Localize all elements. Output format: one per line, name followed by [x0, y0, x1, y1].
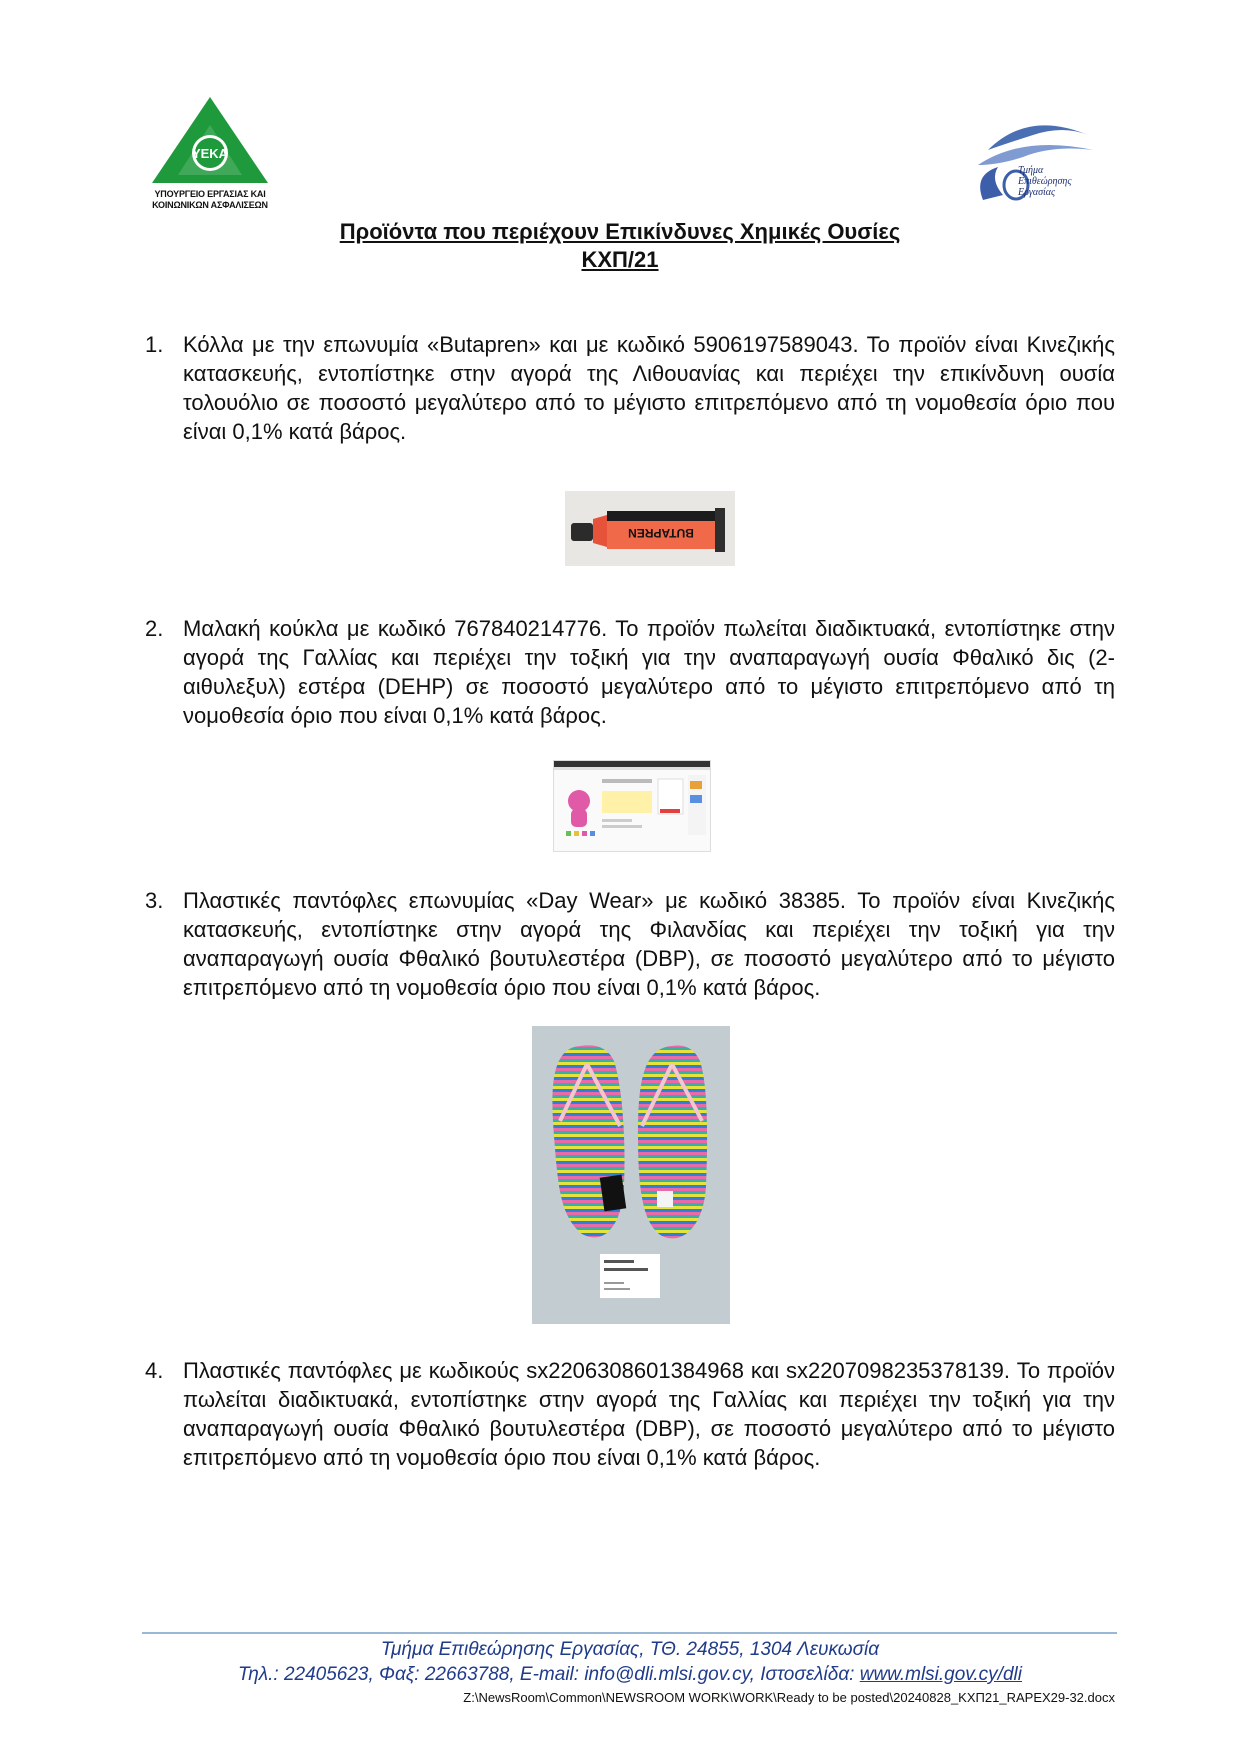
- list-item: 1. Κόλλα με την επωνυμία «Butapren» και με κωδικό 5906197589043. Το προϊόν είναι Κινεζικής κατασκευής, εντοπίστηκε στην αγορά της Λιθουανίας και περιέχει την επικίνδυνη ουσία τολουόλιο σε ποσοστό μεγαλύτερο από το μέγιστο επιτρεπόμενο από τη νομοθεσία όριο που είναι 0,1% κατά βάρος.: [145, 332, 1115, 444]
- glue-product-photo: [565, 491, 735, 566]
- svg-text:BUTAPREN: BUTAPREN: [628, 526, 694, 540]
- list-item: 2. Μαλακή κούκλα με κωδικό 767840214776. Το προϊόν πωλείται διαδικτυακά, εντοπίστηκε στην αγορά της Γαλλίας και περιέχει την τοξική για την αναπαραγωγή ουσία Φθαλικό δις (2-αιθυλεξυλ) εστέρα (DEHP) σε ποσοστό μεγαλύτερο από το μέγιστο επιτρεπόμενο από τη νομοθεσία όριο που είναι 0,1% κατά βάρος.: [145, 616, 1115, 728]
- triangle-emblem-icon: [150, 95, 270, 187]
- footer-address: Τμήμα Επιθεώρησης Εργασίας, ΤΘ. 24855, 1304 Λευκωσία: [380, 1639, 880, 1660]
- page-title: Προϊόντα που περιέχουν Επικίνδυνες Χημικές Ουσίες ΚΧΠ/21: [339, 219, 901, 272]
- ministry-logo: [150, 95, 270, 215]
- slippers-product-photo: [532, 1026, 730, 1324]
- department-logo: [968, 105, 1103, 205]
- list-item: 4. Πλαστικές παντόφλες με κωδικούς sx2206308601384968 και sx2207098235378139. Το προϊόν πωλείται διαδικτυακά, εντοπίστηκε στην αγορά της Γαλλίας και περιέχει την τοξική για την αναπαραγωγή ουσία Φθαλικό βουτυλεστέρα (DBP), σε ποσοστό μεγαλύτερο από το μέγιστο επιτρεπόμενο από τη νομοθεσία όριο που είναι 0,1% κατά βάρος.: [145, 1358, 1115, 1470]
- emblem-text: YEKA: [191, 146, 229, 161]
- list-item: 3. Πλαστικές παντόφλες επωνυμίας «Day Wear» με κωδικό 38385. Το προϊόν είναι Κινεζικής κατασκευής, εντοπίστηκε στην αγορά της Φιλανδίας και περιέχει την τοξική για την αναπαραγωγή ουσία Φθαλικό βουτυλεστέρα (DBP), σε ποσοστό μεγαλύτερο από το μέγιστο επιτρεπόμενο από τη νομοθεσία όριο που είναι 0,1% κατά βάρος.: [145, 888, 1115, 1000]
- ministry-name: ΥΠΟΥΡΓΕΙΟ ΕΡΓΑΣΙΑΣ ΚΑΙ ΚΟΙΝΩΝΙΚΩΝ ΑΣΦΑΛΙΣΕΩΝ: [152, 189, 268, 210]
- website-link[interactable]: www.mlsi.gov.cy/dli: [859, 1664, 1022, 1685]
- footer-divider: [142, 1632, 1117, 1634]
- footer-contact: Τηλ.: 22405623, Φαξ: 22663788, E-mail: info@dli.mlsi.gov.cy, Ιστοσελίδα: www.mlsi.gov.cy/dli: [238, 1664, 1022, 1685]
- department-name: Τμήμα Επιθεώρησης Εργασίας: [1018, 165, 1072, 198]
- file-path: Z:\NewsRoom\Common\NEWSROOM WORK\WORK\Ready to be posted\20240828_ΚΧΠ21_RAPEX29-32.docx: [463, 1690, 1115, 1705]
- doll-product-photo: [553, 760, 711, 852]
